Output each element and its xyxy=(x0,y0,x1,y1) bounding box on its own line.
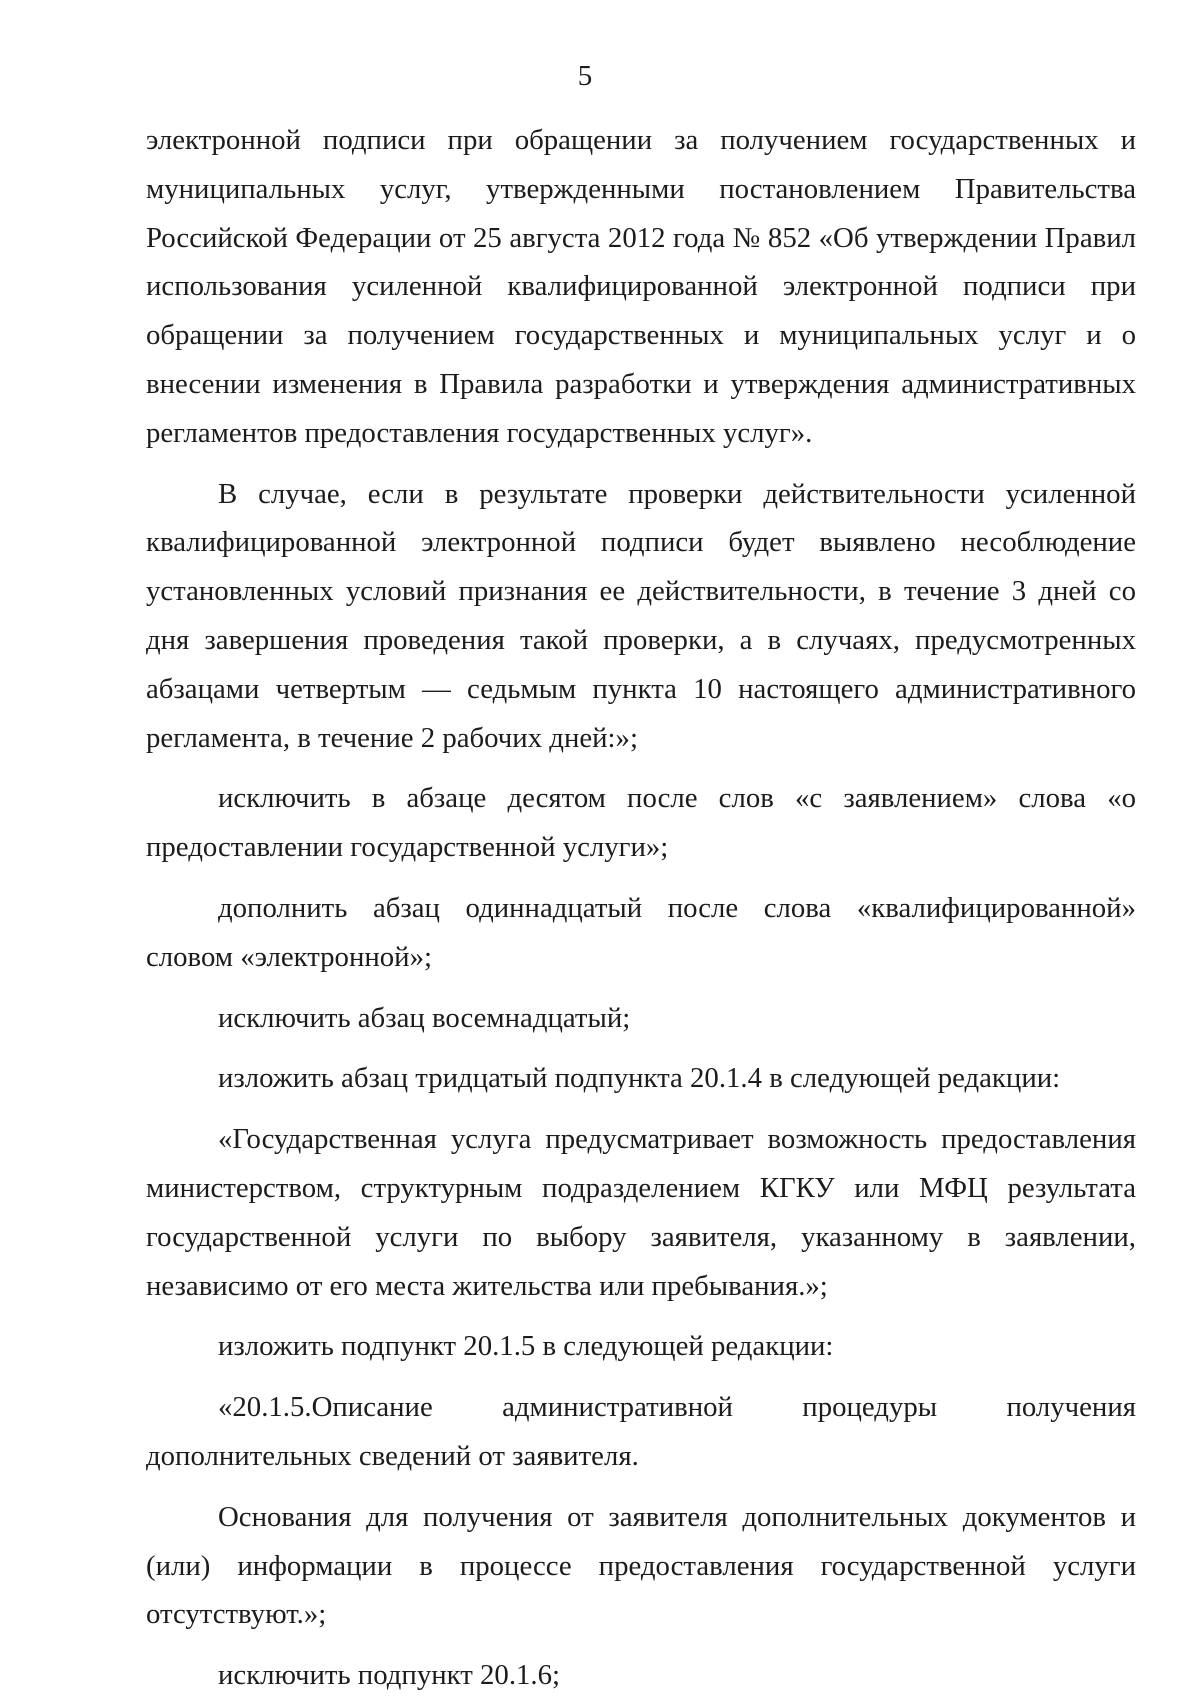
paragraph-7: «Государственная услуга предусматривает возможность предоставления министерством, структурным подразделением КГКУ или МФЦ результата государственной услуги по выбору заявителя, указанному в заявлении, независимо от его места жительства или пребывания.»; xyxy=(146,1123,1136,1302)
paragraph-11: исключить подпункт 20.1.6; xyxy=(218,1659,561,1692)
paragraph-9-line-1: «20.1.5.Описание административной процедуры получения xyxy=(218,1391,1136,1424)
document-body xyxy=(146,116,1136,1700)
paragraph-5: исключить абзац восемнадцатый; xyxy=(218,1001,631,1034)
paragraph-2: В случае, если в результате проверки действительности усиленной квалифицированной электронной подписи будет выявлено несоблюдение установленных условий признания ее действительности, в течение 3 дней со дня завершения проведения такой проверки, а в случаях, предусмотренных абзацами четвертым — седьмым пункта 10 настоящего административного регламента, в течение 2 рабочих дней:»; xyxy=(146,477,1136,754)
paragraph-9-line-2: дополнительных сведений от заявителя. xyxy=(146,1439,639,1472)
page-number: 5 xyxy=(577,60,593,92)
paragraph-4: дополнить абзац одиннадцатый после слова «квалифицированной» словом «электронной»; xyxy=(146,891,1136,973)
paragraph-8: изложить подпункт 20.1.5 в следующей редакции: xyxy=(218,1330,834,1363)
paragraph-6: изложить абзац тридцатый подпункта 20.1.4 в следующей редакции: xyxy=(218,1062,1061,1095)
paragraph-10: Основания для получения от заявителя дополнительных документов и (или) информации в процессе предоставления государственной услуги отсутствуют.»; xyxy=(146,1500,1136,1631)
paragraph-1: электронной подписи при обращении за получением государственных и муниципальных услуг, утвержденными постановлением Правительства Российской Федерации от 25 августа 2012 года № 852 «Об утверждении Правил использования усиленной квалифицированной электронной подписи при обращении за получением государственных и муниципальных услуг и о внесении изменения в Правила разработки и утверждения административных регламентов предоставления государственных услуг». xyxy=(146,124,1136,449)
paragraph-3: исключить в абзаце десятом после слов «с заявлением» слова «о предоставлении государственной услуги»; xyxy=(146,782,1136,864)
